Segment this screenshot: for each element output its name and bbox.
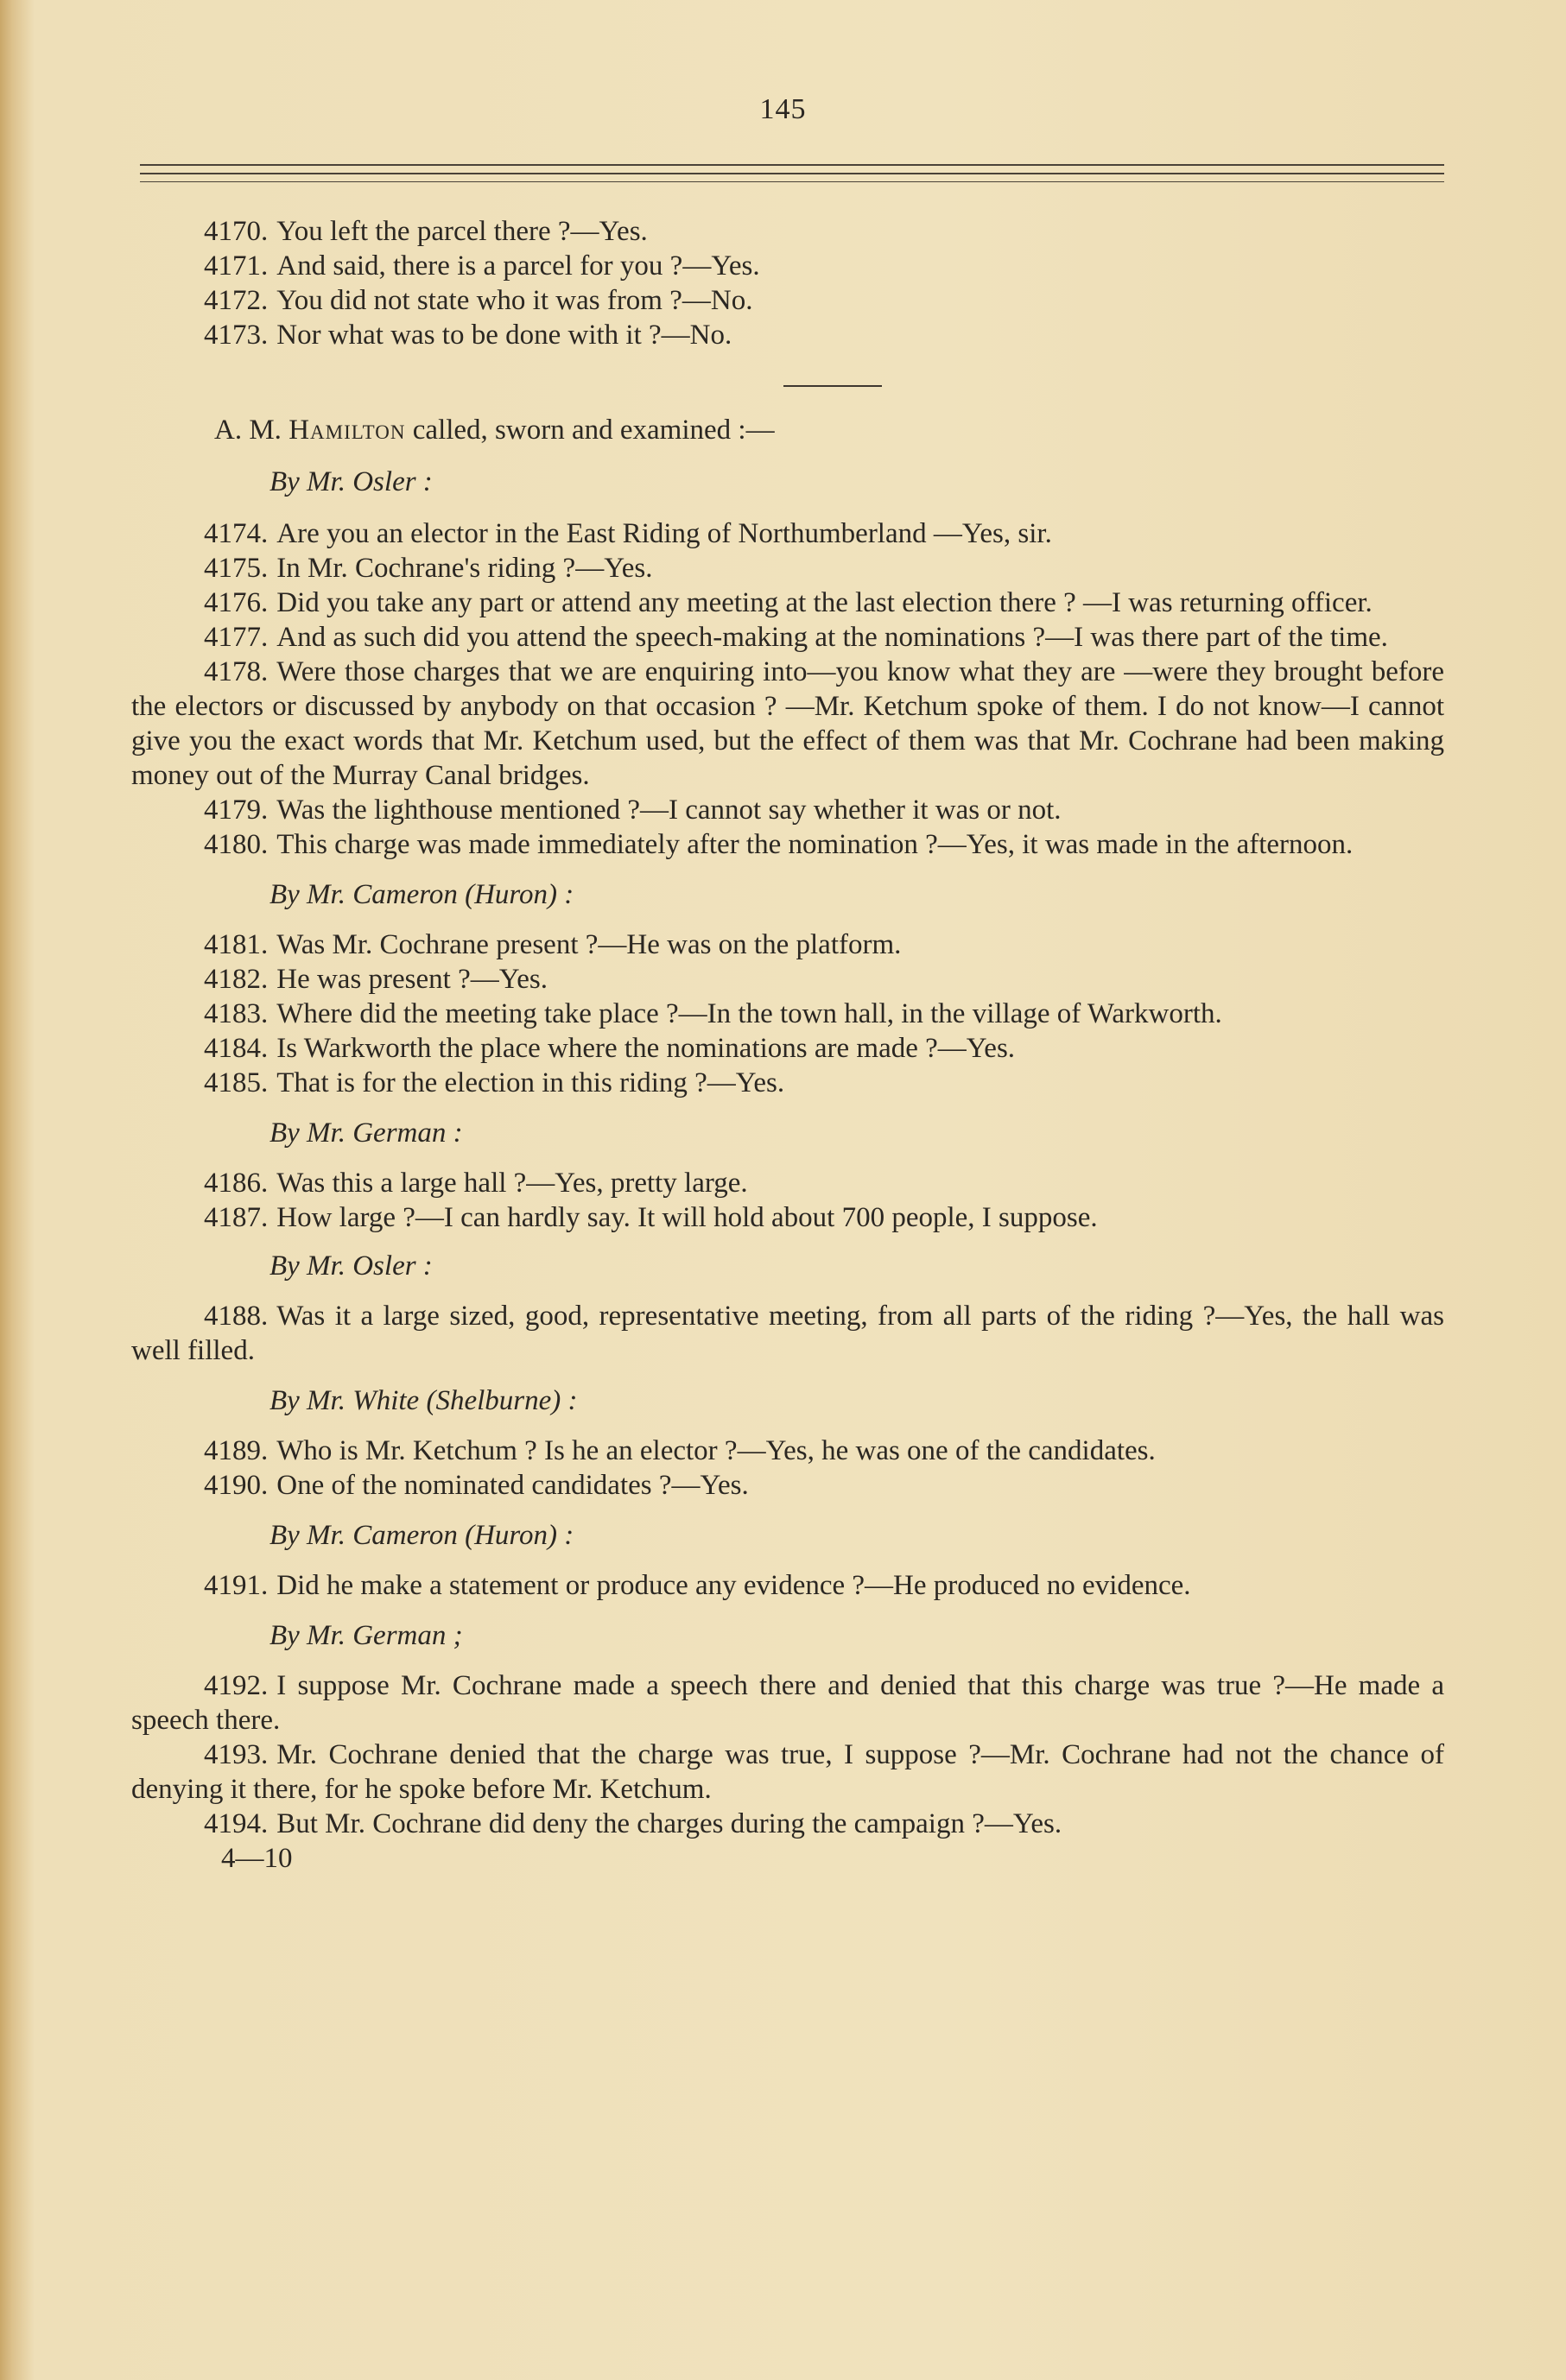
question-group [131,927,1444,1100]
question-line: 4177. And as such did you attend the speech-making at the nominations ?—I was there part of the time. [204,622,1388,653]
question-line: 4194. But Mr. Cochrane did deny the charges during the campaign ?—Yes. [204,1808,1062,1839]
examiner-heading: By Mr. White (Shelburne) : [269,1385,578,1416]
question-line: 4183. Where did the meeting take place ?—In the town hall, in the village of Warkworth. [204,998,1222,1029]
question-line: 4173. Nor what was to be done with it ?—No. [204,320,732,351]
question-line: 4180. This charge was made immediately after the nomination ?—Yes, it was made in the afternoon. [204,829,1354,860]
question-line: 4191. Did he make a statement or produce any evidence ?—He produced no evidence. [204,1570,1191,1601]
question-line: 4171. And said, there is a parcel for you ?—Yes. [204,250,760,282]
question-line: 4193. Mr. Cochrane denied that the charge was true, I suppose ?—Mr. Cochrane had not the chance of denying it there, for he spoke before Mr. Ketchum. [131,1739,1444,1805]
question-group [131,1166,1444,1235]
question-line: 4188. Was it a large sized, good, representative meeting, from all parts of the riding ?—Yes, the hall was well filled. [131,1301,1444,1366]
document-body [131,214,1444,1876]
question-line: 4184. Is Warkworth the place where the nominations are made ?—Yes. [204,1033,1016,1064]
question-line: 4174. Are you an elector in the East Riding of Northumberland —Yes, sir. [204,518,1052,549]
question-line: 4185. That is for the election in this riding ?—Yes. [204,1067,785,1098]
witness-called-line: A. M. Hamilton called, sworn and examined :— [214,415,775,446]
section-divider [783,385,882,387]
question-group [131,1434,1444,1503]
question-group [131,1299,1444,1368]
question-line: 4186. Was this a large hall ?—Yes, pretty large. [204,1168,748,1199]
question-line: 4175. In Mr. Cochrane's riding ?—Yes. [204,553,653,584]
question-line: 4189. Who is Mr. Ketchum ? Is he an elector ?—Yes, he was one of the candidates. [204,1435,1156,1466]
question-line: 4190. One of the nominated candidates ?—Yes. [204,1470,749,1501]
question-group [131,1568,1444,1603]
question-group [131,214,1444,352]
question-line: 4182. He was present ?—Yes. [204,964,548,995]
examiner-heading: By Mr. German ; [269,1620,463,1651]
question-line: 4170. You left the parcel there ?—Yes. [204,216,648,247]
page-number: 145 [759,93,807,125]
examiner-heading: By Mr. Osler : [269,1250,433,1282]
signature-mark: 4—10 [221,1843,293,1874]
question-line: 4178. Were those charges that we are enquiring into—you know what they are —were they brought before the electors or discussed by anybody on that occasion ? —Mr. Ketchum spoke of them. I do not know—I cannot give you the exact words that Mr. Ketchum used, but the effect of them was that Mr. Cochrane had been making money out of the Murray Canal bridges. [131,656,1444,791]
header-rule [140,181,1444,182]
header-rule [140,173,1444,174]
examiner-heading: By Mr. Osler : [269,466,433,497]
examiner-heading: By Mr. Cameron (Huron) : [269,879,574,910]
question-group [131,516,1444,862]
question-line: 4179. Was the lighthouse mentioned ?—I cannot say whether it was or not. [204,794,1062,826]
question-line: 4187. How large ?—I can hardly say. It will hold about 700 people, I suppose. [204,1202,1098,1233]
question-line: 4192. I suppose Mr. Cochrane made a speech there and denied that this charge was true ?—He made a speech there. [131,1670,1444,1736]
question-line: 4172. You did not state who it was from ?—No. [204,285,753,316]
question-line: 4181. Was Mr. Cochrane present ?—He was on the platform. [204,929,902,960]
header-rule [140,164,1444,166]
question-line: 4176. Did you take any part or attend any meeting at the last election there ? —I was returning officer. [204,587,1373,618]
examiner-heading: By Mr. Cameron (Huron) : [269,1520,574,1551]
question-group [131,1668,1444,1841]
examiner-heading: By Mr. German : [269,1117,463,1149]
